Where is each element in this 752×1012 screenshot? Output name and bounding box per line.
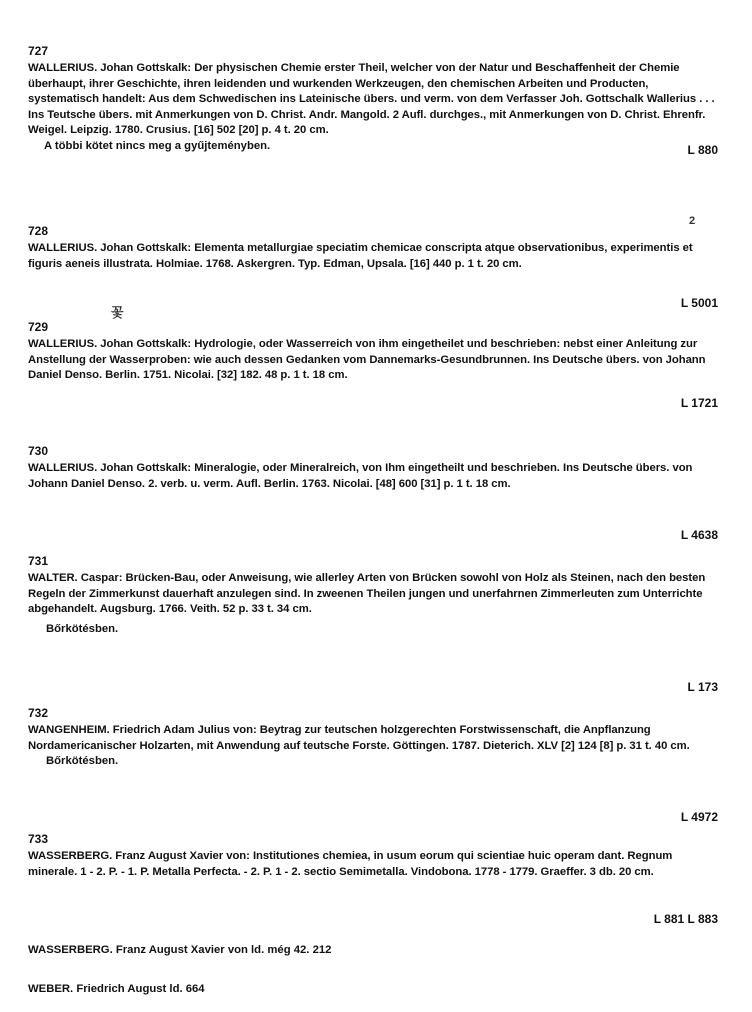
entry-note: Bőrkötésben. [46,622,119,635]
catalog-entry-727 [28,44,722,155]
entry-text: WALLERIUS. Johan Gottskalk: Mineralogie, oder Mineralreich, von Ihm eingetheilt und beschrieben. Ins Deutsche übers. von Johann Daniel Denso. 2. verb. u. verm. Aufl. Berlin. 1763. Nicolai. [48] 600 [31] p. 1 t. 18 cm. [28,462,693,490]
entry-shelfmark: L 1721 [680,396,718,410]
entry-shelfmark: L 4638 [680,528,718,542]
entry-number: 731 [28,554,49,568]
entry-text: WALTER. Caspar: Brücken-Bau, oder Anweisung, wie allerley Arten von Brücken sowohl von Holz als Steinen, nach den besten Regeln der Zimmerkunst dauerhaft anzulegen sind. In zweenen Theilen jungen und unerfahrnen Zimmerleuten zum Unterrichte abgehandelt. Augsburg. 1766. Veith. 52 p. 33 t. 34 cm. [28,572,706,616]
handwritten-mark: 꽃 [111,305,124,320]
entry-shelfmark: L 173 [687,680,718,694]
catalog-entry-731 [28,554,722,694]
catalog-entry-729 [28,320,722,410]
entry-text: WASSERBERG. Franz August Xavier von: Institutiones chemiea, in usum eorum qui scientiae huic operam dant. Regnum minerale. 1 - 2. P. - 1. P. Metalla Perfecta. - 2. P. 1 - 2. sectio Semimetalla. Vindobona. 1778 - 1779. Graeffer. 3 db. 20 cm. [28,850,673,878]
entry-number: 729 [28,320,49,334]
entry-note: A többi kötet nincs meg a gyűjteményben. [44,139,271,152]
catalog-entry-733 [28,832,722,926]
entry-text: WANGENHEIM. Friedrich Adam Julius von: Beytrag zur teutschen holzgerechten Forstwissenschaft, die Anpflanzung Nordamericanischer Holzarten, mit Anwendung auf teutsche Forste. Göttingen. 1787. Dieterich. XLV [2] 124 [8] p. 31 t. 40 cm. [28,724,690,752]
entry-text: WALLERIUS. Johan Gottskalk: Hydrologie, oder Wasserreich von ihm eingetheilet und beschrieben: nebst einer Anleitung zur Anstellung der Wasserproben: wie auch dessen Gedanken vom Dannemarks-Gesundbrunnen. Ins Deutsche übers. von Johann Daniel Denso. Berlin. 1751. Nicolai. [32] 182. 48 p. 1 t. 18 cm. [28,338,706,382]
catalog-entry-728 [28,224,722,310]
entry-shelfmark: L 881 L 883 [653,912,718,926]
catalog-entry-732 [28,706,722,824]
entry-shelfmark: L 5001 [680,296,718,310]
entry-note-row [28,139,722,155]
entry-text: WALLERIUS. Johan Gottskalk: Elementa metallurgiae speciatim chemicae conscripta atque observationibus, experimentis et figuris aeneis illustrata. Holmiae. 1768. Askergren. Typ. Edman, Upsala. [16] 440 p. 1 t. 20 cm. [28,242,693,270]
entry-note: Bőrkötésben. [46,755,119,768]
entry-shelfmark: L 4972 [680,810,718,824]
entry-number: 727 [28,44,49,58]
entry-text: WALLERIUS. Johan Gottskalk: Der physischen Chemie erster Theil, welcher von der Natur und Beschaffenheit der Chemie überhaupt, ihrer Geschichte, ihren leidenden und wurkenden Werkzeugen, den chemischen Arbeiten und Producten, systematisch handelt: Aus dem Schwedischen ins Lateinische übers. und verm. von dem Verfasser Joh. Gottschalk Wallerius . . . Ins Teutsche übers. mit Anmerkungen von D. Christ. Andr. Mangold. 2 Aufl. durchges., mit Anmerkungen von D. Christ. Ehrenfr. Weigel. Leipzig. 1780. Crusius. [16] 502 [20] p. 4 t. 20 cm. [28,62,715,137]
cross-reference: WASSERBERG. Franz August Xavier von ld. még 42. 212 [28,944,332,956]
entry-number: 732 [28,706,49,720]
catalog-entry-730 [28,444,722,542]
entry-number: 733 [28,832,49,846]
entry-shelfmark: L 880 [687,142,718,157]
entry-number: 730 [28,444,49,458]
margin-mark: 2 [689,215,696,227]
cross-reference: WEBER. Friedrich August ld. 664 [28,983,205,995]
entry-number: 728 [28,224,49,238]
